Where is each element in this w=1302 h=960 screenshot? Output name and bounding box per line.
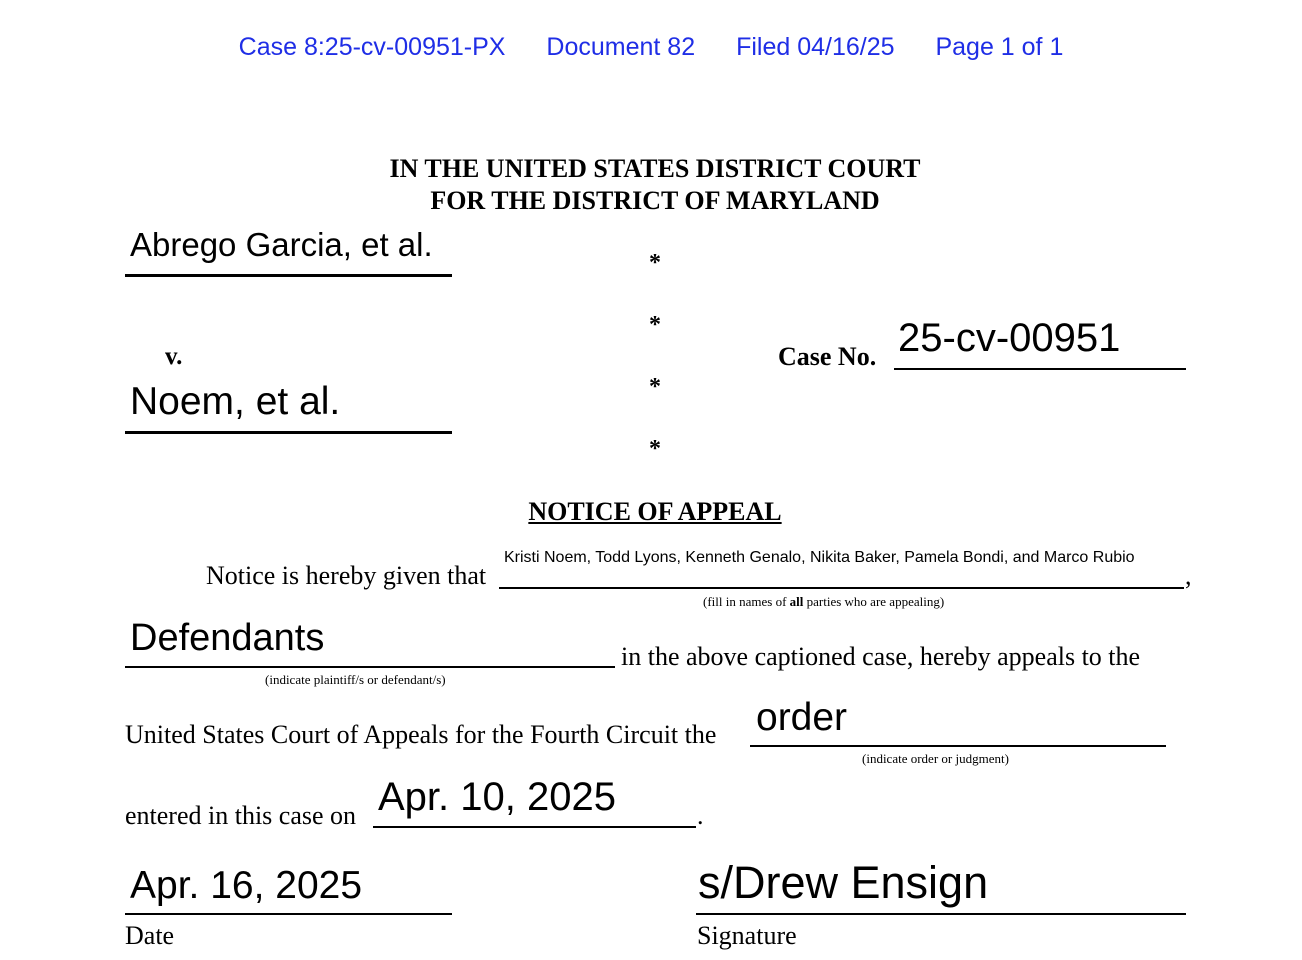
signing-date: Apr. 16, 2025	[130, 864, 363, 907]
caption-star: *	[649, 374, 661, 400]
role-tail-text: in the above captioned case, hereby appeals to the	[621, 642, 1141, 671]
plaintiff-name: Abrego Garcia, et al.	[130, 226, 433, 263]
date-label: Date	[125, 921, 175, 950]
appellant-role: Defendants	[130, 617, 325, 659]
filed-date-stamp: Filed 04/16/25	[736, 33, 895, 61]
plaintiff-line	[125, 274, 452, 277]
appealed-order: order	[756, 696, 848, 739]
appeals-court-text: United States Court of Appeals for the Fourth Circuit the	[125, 720, 717, 749]
caption-star: *	[649, 312, 661, 338]
case-no-value: 25-cv-00951	[898, 316, 1121, 360]
entered-label: entered in this case on	[125, 801, 357, 830]
case-no-line	[894, 368, 1186, 370]
electronic-signature: s/Drew Ensign	[698, 857, 989, 908]
page-count-stamp: Page 1 of 1	[935, 33, 1064, 61]
entered-period: .	[697, 801, 704, 830]
court-heading-line-1: IN THE UNITED STATES DISTRICT COURT	[389, 154, 921, 183]
case-number-stamp: Case 8:25-cv-00951-PX	[238, 33, 506, 61]
case-no-label: Case No.	[778, 342, 877, 371]
appealing-parties: Kristi Noem, Todd Lyons, Kenneth Genalo, Nikita Baker, Pamela Bondi, and Marco Rubio	[504, 549, 1135, 566]
defendant-line	[125, 431, 452, 434]
ecf-header-stamp	[0, 33, 1302, 62]
date-line	[125, 913, 452, 915]
signature-line	[696, 913, 1186, 915]
notice-intro: Notice is hereby given that	[206, 561, 487, 590]
entered-date: Apr. 10, 2025	[378, 775, 616, 819]
versus-label: v.	[165, 343, 183, 370]
signature-label: Signature	[697, 921, 797, 950]
entered-date-line	[373, 826, 696, 828]
caption-star: *	[649, 250, 661, 276]
parties-hint: (fill in names of all parties who are appealing)	[703, 594, 945, 609]
role-hint: (indicate plaintiff/s or defendant/s)	[265, 672, 446, 687]
parties-comma: ,	[1185, 561, 1192, 590]
order-line	[750, 745, 1166, 747]
order-hint: (indicate order or judgment)	[862, 751, 1009, 766]
notice-title: NOTICE OF APPEAL	[528, 497, 782, 526]
defendant-name: Noem, et al.	[130, 380, 341, 423]
caption-star: *	[649, 436, 661, 462]
parties-line	[499, 587, 1184, 589]
court-heading-line-2: FOR THE DISTRICT OF MARYLAND	[430, 186, 880, 215]
role-line	[125, 666, 615, 668]
document-number-stamp: Document 82	[546, 33, 696, 61]
